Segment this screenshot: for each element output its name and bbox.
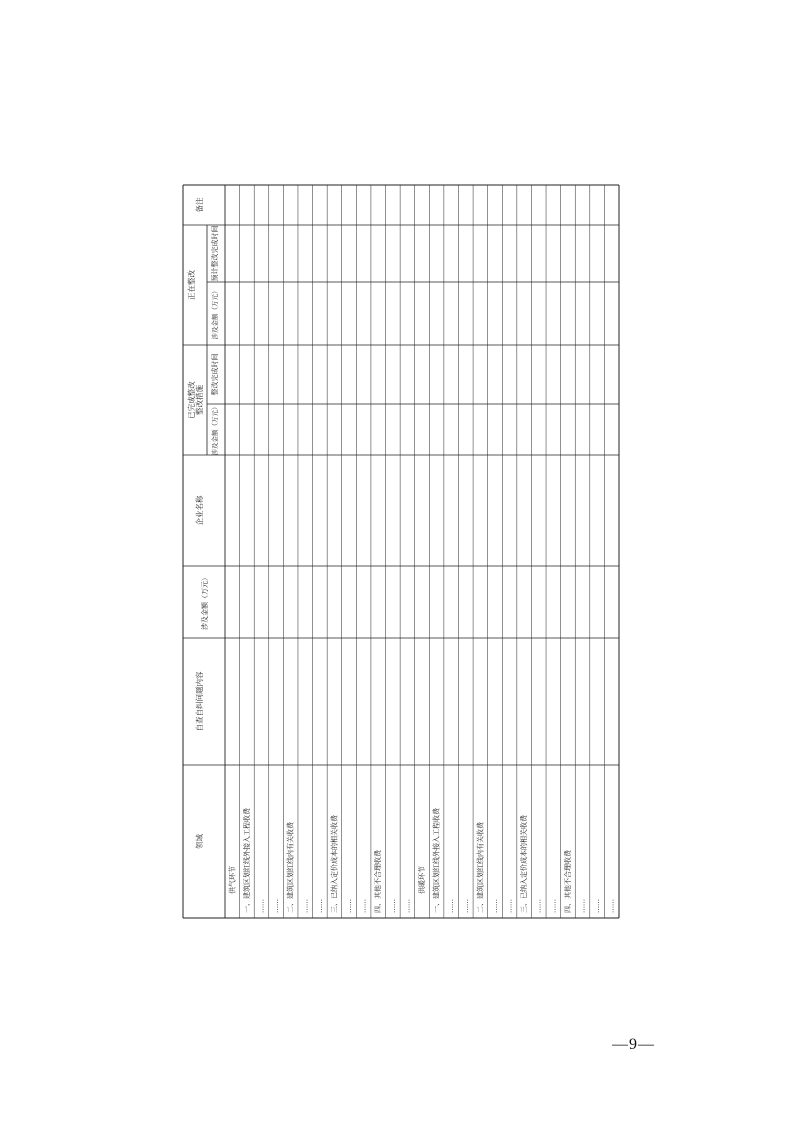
- row-label: ……: [272, 899, 281, 913]
- row-label: 供气环节: [228, 866, 237, 894]
- row-label: ……: [490, 899, 499, 913]
- row-label: 四、其他不合理收费: [374, 850, 383, 913]
- row-label: 四、其他不合理收费: [563, 850, 572, 913]
- row-label: ……: [447, 899, 456, 913]
- row-label: ……: [607, 899, 616, 913]
- header-ongoing-time: 预计整改完成时间: [211, 225, 219, 282]
- header-company: 企业名称: [195, 495, 204, 526]
- row-label: 供暖环节: [418, 866, 426, 894]
- header-measures: 整改措施: [195, 385, 204, 415]
- row-label: 二、建筑区划红线内有关收费: [476, 822, 485, 913]
- row-label: ……: [578, 899, 587, 913]
- header-amount: 涉及金额（万元）: [201, 574, 209, 630]
- row-label: ……: [534, 899, 543, 913]
- row-label: 三、已纳入定价成本的相关收费: [520, 815, 529, 913]
- row-label: ……: [388, 899, 397, 913]
- row-label: 一、建筑区划红线外接入工程收费: [242, 808, 251, 913]
- row-label: ……: [549, 899, 558, 913]
- header-completed-amount: 涉及金额（万元）: [211, 403, 219, 456]
- header-completed-time: 整改完成时间: [211, 353, 219, 396]
- header-ongoing-amount: 涉及金额（万元）: [211, 287, 219, 340]
- row-label: ……: [403, 899, 412, 913]
- row-label: ……: [505, 899, 514, 913]
- row-label: ……: [301, 899, 310, 913]
- row-label: 二、建筑区划红线内有关收费: [286, 822, 295, 913]
- row-label: ……: [257, 899, 266, 913]
- header-remarks: 备注: [195, 197, 204, 213]
- row-label: ……: [345, 899, 354, 913]
- row-label: 三、已纳入定价成本的相关收费: [330, 815, 339, 913]
- header-ongoing-group: 正在整改: [187, 270, 196, 300]
- row-label: 一、建筑区划红线外接入工程收费: [432, 808, 441, 913]
- header-completed-group: 已完成整改: [187, 381, 196, 419]
- header-domain: 领域: [195, 834, 204, 849]
- row-label: ……: [359, 899, 368, 913]
- table-grid: [183, 185, 619, 918]
- row-label: ……: [461, 899, 470, 913]
- row-label: ……: [593, 899, 602, 913]
- header-problem-content: 自查自纠问题内容: [195, 671, 204, 732]
- page-number: —9—: [612, 1036, 655, 1053]
- row-label: ……: [315, 899, 324, 913]
